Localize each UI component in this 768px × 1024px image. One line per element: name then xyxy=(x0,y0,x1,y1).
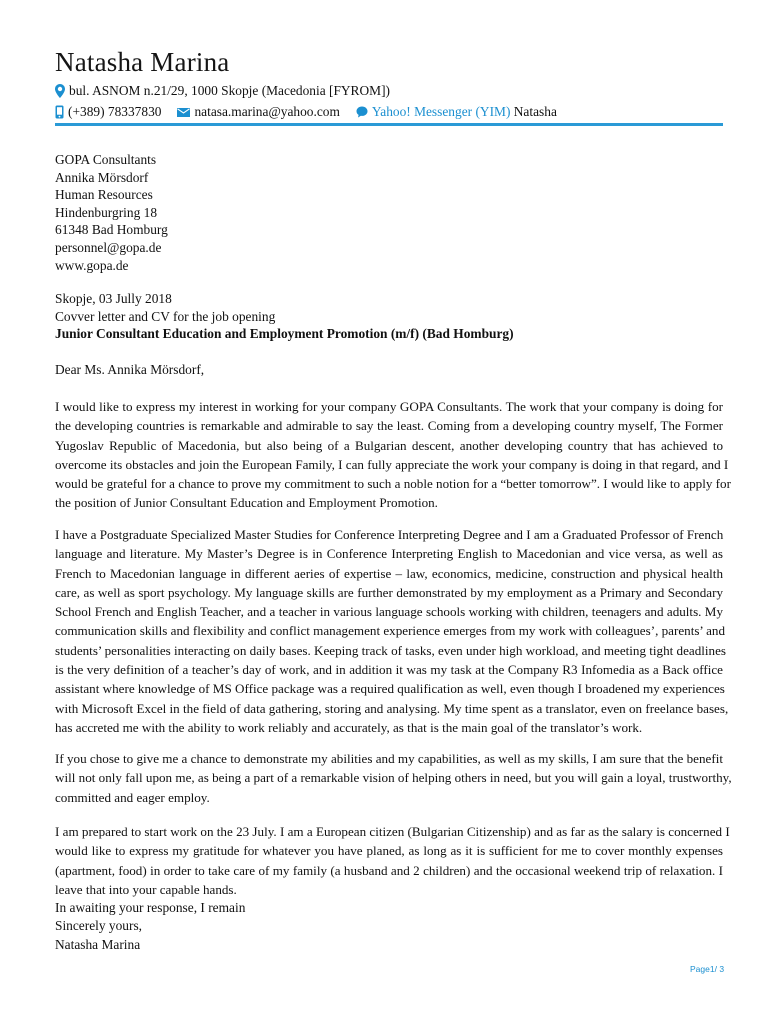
paragraph-line: Yugoslav Republic of Macedonia, but also being of a Bulgarian descent, another developing country that has achieved to xyxy=(55,437,723,453)
paragraph-line: I would like to express my interest in working for your company GOPA Consultants. The work that your company is doing for xyxy=(55,399,723,414)
recipient-line: Hindenburgring 18 xyxy=(55,204,158,220)
paragraph-line: the developing countries is remarkable and admirable to say the least. Coming from a developing country myself, The Former xyxy=(55,418,723,434)
mobile-phone-icon xyxy=(55,105,64,119)
paragraph-line: If you chose to give me a chance to demonstrate my abilities and my capabilities, as well as my skills, I am sure that the benefit xyxy=(55,751,723,766)
paragraph-line: has accreted me with the ability to work reliably and accurately, as that is the main goal of the translator’s work. xyxy=(55,719,643,735)
date-line: Skopje, 03 Jully 2018 xyxy=(55,291,172,306)
recipient-line: Human Resources xyxy=(55,187,153,203)
paragraph-availability xyxy=(55,822,730,899)
contact-line xyxy=(55,103,557,121)
paragraph-line: care, as well as sport psychology. My language skills are further demonstrated by my employment as a Primary and Secondary xyxy=(55,584,723,600)
sender-email[interactable]: natasa.marina@yahoo.com xyxy=(194,104,340,119)
page-total: 3 xyxy=(719,964,725,974)
paragraph-line: overcome its obstacles and join the European Family, I can fully appreciate the work your company is doing in that regard, and I xyxy=(55,456,729,472)
paragraph-line: I am prepared to start work on the 23 July. I am a European citizen (Bulgarian Citizenship) and as far as the salary is concerned I xyxy=(55,824,730,839)
paragraph-line: communication skills and flexibility and conflict management experience emerges from my work with colleagues’, parents’ and xyxy=(55,623,725,639)
salutation: Dear Ms. Annika Mörsdorf, xyxy=(55,362,205,377)
paragraph-benefit xyxy=(55,749,732,807)
recipient-line: GOPA Consultants xyxy=(55,152,157,167)
paragraph-line: (apartment, food) in order to take care of my family (a husband and 2 children) and the occasional weekend trip of relaxation. I xyxy=(55,862,723,878)
paragraph-line: French to Macedonian language in different aeries of expertise – law, economics, medicine, construction and physical health xyxy=(55,565,723,581)
paragraph-line: with Microsoft Excel in the field of data gathering, storing and analysing. My time spent as a translator, even on freelance bases, xyxy=(55,700,729,716)
address-line xyxy=(55,82,390,100)
recipient-address xyxy=(55,151,723,274)
chat-bubble-icon xyxy=(356,106,368,118)
paragraph-line: is the very definition of a teacher’s day of work, and in addition it was my task at the Company R3 Infomedia as a Back office xyxy=(55,662,723,678)
header-divider xyxy=(55,123,723,126)
paragraph-line: the position of Junior Consultant Education and Employment Promotion. xyxy=(55,495,438,511)
recipient-line: Annika Mörsdorf xyxy=(55,169,149,185)
im-username: Natasha xyxy=(513,104,557,119)
paragraph-line: School French and English Teacher, and a teacher in various language schools working with children, teenagers and adults. My xyxy=(55,604,723,620)
paragraph-line: leave that into your capable hands. xyxy=(55,881,237,897)
paragraph-line: assistant where knowledge of MS Office package was a required qualification as well, even though I broadened my experiences xyxy=(55,681,725,697)
sender-address: bul. ASNOM n.21/29, 1000 Skopje (Macedonia [FYROM]) xyxy=(69,83,390,98)
paragraph-line: would be grateful for a chance to prove my commitment to such a noble notion for a “better tomorrow”. I would like to apply for xyxy=(55,476,731,492)
recipient-email[interactable]: personnel@gopa.de xyxy=(55,239,162,255)
closing-line: Sincerely yours, xyxy=(55,918,143,934)
closing-line: In awaiting your response, I remain xyxy=(55,900,246,915)
paragraph-interest xyxy=(55,397,731,513)
paragraph-line: I have a Postgraduate Specialized Master Studies for Conference Interpreting Degree and I am a Graduated Professor of French xyxy=(55,527,724,542)
im-service-label: Yahoo! Messenger (YIM) xyxy=(371,104,511,119)
recipient-website[interactable]: www.gopa.de xyxy=(55,257,129,273)
email-envelope-icon xyxy=(177,108,190,117)
paragraph-line: students’ personalities interacting on daily bases. Keeping track of tasks, even under high workload, and meeting tight deadlines xyxy=(55,642,726,658)
paragraph-line: committed and eager employ. xyxy=(55,789,210,805)
subject-line: Covver letter and CV for the job opening xyxy=(55,308,276,324)
paragraph-line: would like to express my gratitude for whatever you have planed, as long as it is sufficient for me to cover monthly expenses xyxy=(55,843,723,859)
letter-heading xyxy=(55,290,723,343)
position-title: Junior Consultant Education and Employment Promotion (m/f) (Bad Homburg) xyxy=(55,326,514,342)
page-number: 1 xyxy=(709,964,715,974)
sender-name: Natasha Marina xyxy=(55,47,230,77)
paragraph-line: will not only fall upon me, as being a part of a remarkable vision of helping others in need, but you will gain a loyal, trustworthy, xyxy=(55,770,732,786)
recipient-line: 61348 Bad Homburg xyxy=(55,222,168,238)
page-indicator: Page1/ 3 xyxy=(690,964,725,974)
paragraph-line: language and literature. My Master’s Degree is in Conference Interpreting English to Macedonian and vice versa, as well as xyxy=(55,546,723,562)
signature-name: Natasha Marina xyxy=(55,936,141,952)
sender-phone: (+389) 78337830 xyxy=(68,104,162,119)
location-pin-icon xyxy=(55,84,65,98)
paragraph-qualifications xyxy=(55,525,729,737)
closing-block xyxy=(55,899,723,954)
page-label: Page xyxy=(690,964,710,974)
